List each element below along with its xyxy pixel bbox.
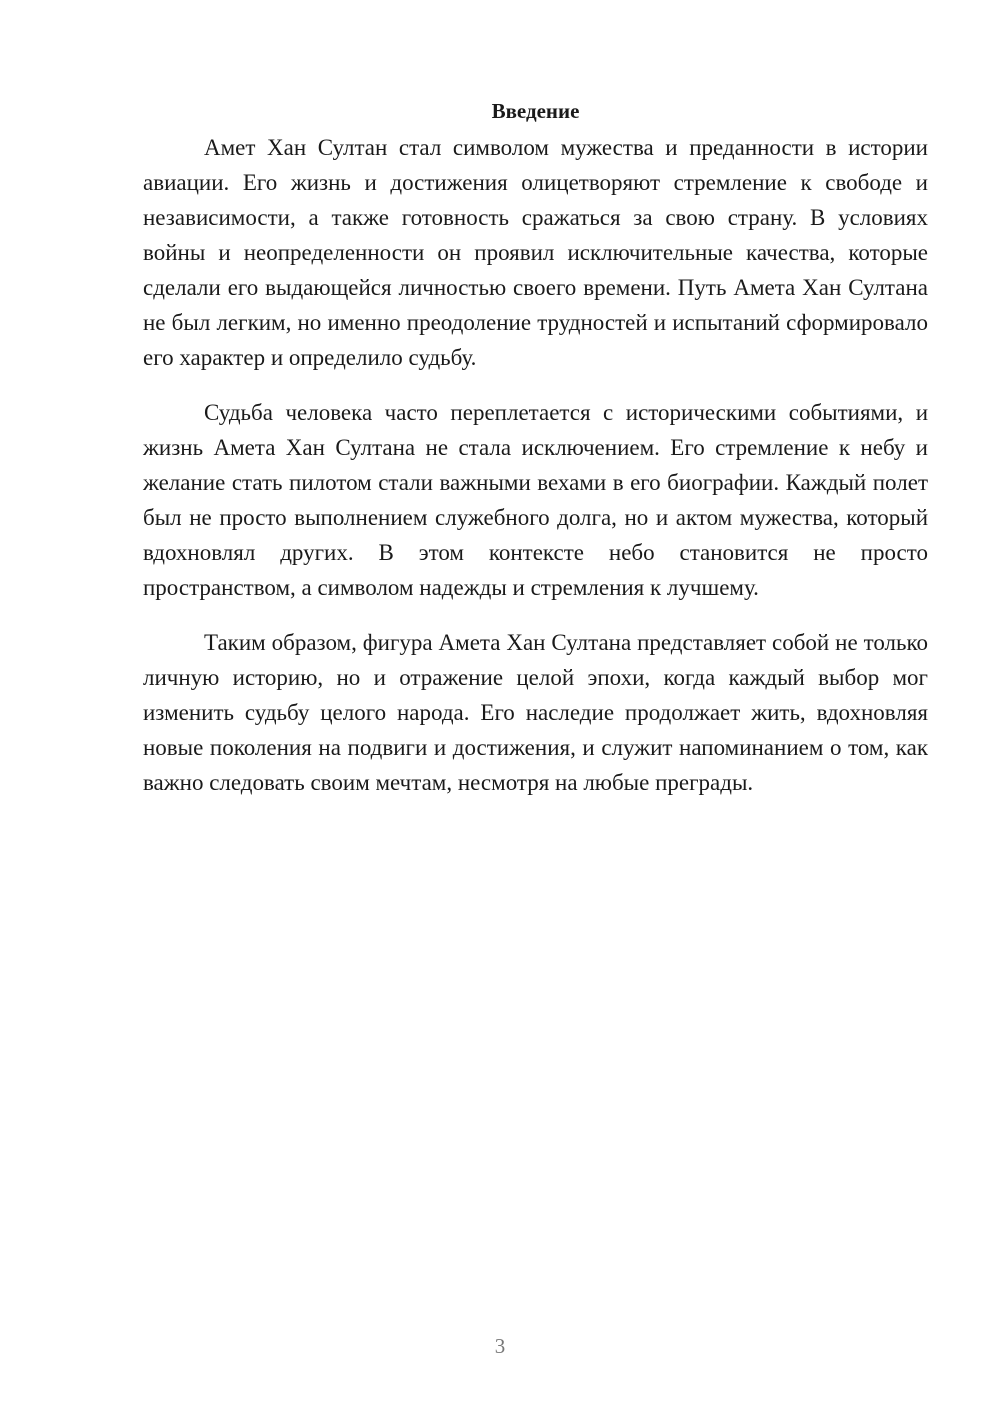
paragraph-1: Амет Хан Султан стал символом мужества и преданности в истории авиации. Его жизнь и достижения олицетворяют стремление к свободе и независимости, а также готовность сражаться за свою страну. В условиях войны и неопределенности он проявил исключительные качества, которые сделали его выдающейся личностью своего времени. Путь Амета Хан Султана не был легким, но именно преодоление трудностей и испытаний сформировало его характер и определило судьбу. [143, 135, 928, 370]
paragraph-2: Судьба человека часто переплетается с историческими событиями, и жизнь Амета Хан Султана не стала исключением. Его стремление к небу и желание стать пилотом стали важными вехами в его биографии. Каждый полет был не просто выполнением служебного долга, но и актом мужества, который вдохновлял других. В этом контексте небо становится не просто пространством, а символом надежды и стремления к лучшему. [143, 400, 928, 600]
page-number: 3 [494, 1334, 506, 1358]
section-heading: Введение [491, 99, 580, 123]
paragraph-3: Таким образом, фигура Амета Хан Султана представляет собой не только личную историю, но и отражение целой эпохи, когда каждый выбор мог изменить судьбу целого народа. Его наследие продолжает жить, вдохновляя новые поколения на подвиги и достижения, и служит напоминанием о том, как важно следовать своим мечтам, несмотря на любые преграды. [143, 630, 928, 795]
document-body [143, 96, 928, 820]
